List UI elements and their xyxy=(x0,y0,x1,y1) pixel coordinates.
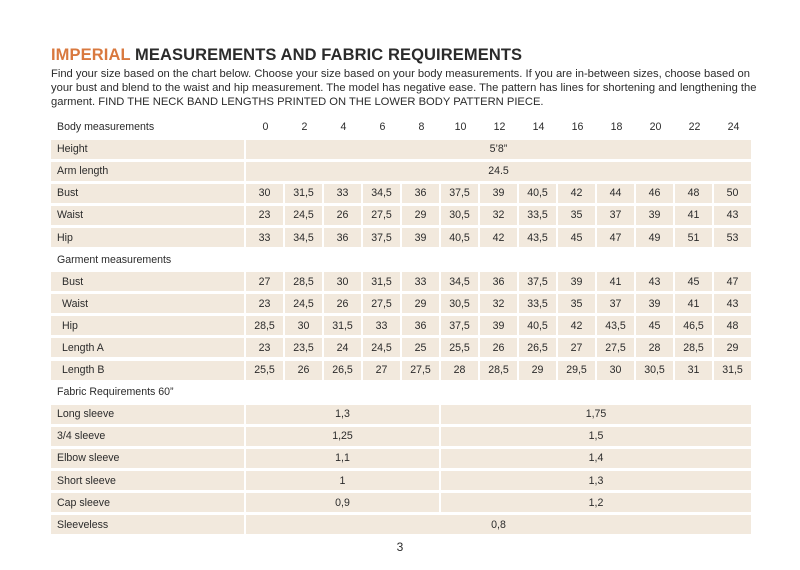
table-cell: 26 xyxy=(285,361,322,380)
row-label-garment-length-a: Length A xyxy=(51,338,244,357)
sleeveless-value: 0,8 xyxy=(246,515,751,534)
fabric-large-sizes-value: 1,3 xyxy=(441,471,751,490)
table-cell: 43,5 xyxy=(519,228,556,247)
table-cell: 23 xyxy=(246,206,283,225)
size-header-18: 18 xyxy=(610,121,623,134)
row-label-fabric-cap-sleeve: Cap sleeve xyxy=(51,493,244,512)
table-cell: 34,5 xyxy=(285,228,322,247)
table-cell: 43 xyxy=(714,206,751,225)
table-cell: 40,5 xyxy=(519,316,556,335)
table-cell: 51 xyxy=(675,228,712,247)
table-cell: 23,5 xyxy=(285,338,322,357)
row-label-fabric-sleeveless: Sleeveless xyxy=(51,515,244,534)
table-cell: 37,5 xyxy=(441,184,478,203)
size-header-4: 4 xyxy=(340,121,347,134)
table-cell: 26 xyxy=(324,294,361,313)
table-cell: 33 xyxy=(324,184,361,203)
table-cell: 37 xyxy=(597,206,634,225)
row-label-garment-waist: Waist xyxy=(51,294,244,313)
table-cell: 36 xyxy=(402,184,439,203)
table-cell: 29 xyxy=(402,206,439,225)
size-header-10: 10 xyxy=(454,121,467,134)
page-title-rest: MEASUREMENTS AND FABRIC REQUIREMENTS xyxy=(130,46,523,64)
table-cell: 34,5 xyxy=(441,272,478,291)
table-cell: 45 xyxy=(675,272,712,291)
table-cell: 33,5 xyxy=(519,294,556,313)
table-cell: 45 xyxy=(558,228,595,247)
size-header-22: 22 xyxy=(688,121,701,134)
table-cell: 46,5 xyxy=(675,316,712,335)
size-header-6: 6 xyxy=(379,121,386,134)
row-label-body-hip: Hip xyxy=(51,228,244,247)
size-chart-table xyxy=(51,116,753,536)
table-cell: 30,5 xyxy=(636,361,673,380)
table-cell: 28,5 xyxy=(480,361,517,380)
size-header-0: 0 xyxy=(262,121,269,134)
table-cell: 36 xyxy=(324,228,361,247)
fabric-large-sizes-value: 1,4 xyxy=(441,449,751,468)
table-cell: 30,5 xyxy=(441,206,478,225)
table-cell: 25 xyxy=(402,338,439,357)
header-body-measurements: Body measurements xyxy=(57,121,155,134)
size-header-16: 16 xyxy=(571,121,584,134)
table-cell: 29,5 xyxy=(558,361,595,380)
table-cell: 31,5 xyxy=(324,316,361,335)
table-cell: 31,5 xyxy=(285,184,322,203)
table-cell: 25,5 xyxy=(441,338,478,357)
table-cell: 29 xyxy=(714,338,751,357)
table-cell: 26,5 xyxy=(519,338,556,357)
table-cell: 30 xyxy=(285,316,322,335)
table-cell: 26,5 xyxy=(324,361,361,380)
row-label-fabric-short-sleeve: Short sleeve xyxy=(51,471,244,490)
page-title xyxy=(51,46,522,65)
table-cell: 42 xyxy=(558,184,595,203)
table-cell: 33 xyxy=(402,272,439,291)
table-cell: 28,5 xyxy=(285,272,322,291)
table-cell: 43 xyxy=(714,294,751,313)
row-label-fabric-3-4-sleeve: 3/4 sleeve xyxy=(51,427,244,446)
table-cell: 37,5 xyxy=(363,228,400,247)
table-cell: 36 xyxy=(402,316,439,335)
table-cell: 31 xyxy=(675,361,712,380)
page-title-accent: IMPERIAL xyxy=(51,46,131,64)
table-cell: 40,5 xyxy=(441,228,478,247)
size-header-20: 20 xyxy=(649,121,662,134)
table-cell: 41 xyxy=(597,272,634,291)
table-cell: 24,5 xyxy=(285,206,322,225)
table-cell: 23 xyxy=(246,338,283,357)
table-cell: 41 xyxy=(675,206,712,225)
table-cell: 24 xyxy=(324,338,361,357)
table-cell: 30 xyxy=(597,361,634,380)
fabric-small-sizes-value: 0,9 xyxy=(246,493,439,512)
table-cell: 39 xyxy=(480,316,517,335)
row-label-body-bust: Bust xyxy=(51,184,244,203)
row-label-garment-hip: Hip xyxy=(51,316,244,335)
row-label-height: Height xyxy=(51,140,244,159)
table-cell: 39 xyxy=(402,228,439,247)
table-cell: 26 xyxy=(324,206,361,225)
section-garment-measurements: Garment measurements xyxy=(57,253,172,266)
intro-paragraph: Find your size based on the chart below. Choose your size based on your body measurements. If you are in-between sizes, choose based on your bust and blend to the waist and hip measurement. The model has negative ease. The pattern has lines for shortening and lengthening the garment. FIND THE NECK BAND LENGTHS PRINTED ON THE LOWER BODY PATTERN PIECE. xyxy=(51,68,757,108)
size-header-12: 12 xyxy=(493,121,506,134)
table-cell: 26 xyxy=(480,338,517,357)
row-label-fabric-elbow-sleeve: Elbow sleeve xyxy=(51,449,244,468)
table-cell: 35 xyxy=(558,206,595,225)
table-cell: 49 xyxy=(636,228,673,247)
table-cell: 44 xyxy=(597,184,634,203)
table-cell: 45 xyxy=(636,316,673,335)
table-cell: 27,5 xyxy=(363,206,400,225)
table-cell: 27,5 xyxy=(402,361,439,380)
table-cell: 39 xyxy=(636,294,673,313)
table-cell: 25,5 xyxy=(246,361,283,380)
table-cell: 28,5 xyxy=(246,316,283,335)
table-cell: 47 xyxy=(714,272,751,291)
fabric-small-sizes-value: 1 xyxy=(246,471,439,490)
table-cell: 24,5 xyxy=(285,294,322,313)
row-label-garment-bust: Bust xyxy=(51,272,244,291)
table-cell: 37 xyxy=(597,294,634,313)
table-cell: 42 xyxy=(558,316,595,335)
page-number: 3 xyxy=(396,540,404,554)
table-cell: 53 xyxy=(714,228,751,247)
fabric-small-sizes-value: 1,1 xyxy=(246,449,439,468)
table-cell: 28 xyxy=(636,338,673,357)
table-cell: 30 xyxy=(324,272,361,291)
table-cell: 32 xyxy=(480,206,517,225)
table-cell: 36 xyxy=(480,272,517,291)
table-cell: 33 xyxy=(363,316,400,335)
table-cell: 27 xyxy=(558,338,595,357)
table-cell: 42 xyxy=(480,228,517,247)
table-cell: 39 xyxy=(558,272,595,291)
table-cell: 31,5 xyxy=(714,361,751,380)
size-header-24: 24 xyxy=(727,121,740,134)
fabric-small-sizes-value: 1,3 xyxy=(246,405,439,424)
row-label-fabric-long-sleeve: Long sleeve xyxy=(51,405,244,424)
row-label-garment-length-b: Length B xyxy=(51,361,244,380)
table-cell: 34,5 xyxy=(363,184,400,203)
table-cell: 27 xyxy=(363,361,400,380)
size-header-8: 8 xyxy=(418,121,425,134)
table-cell: 28 xyxy=(441,361,478,380)
table-cell: 29 xyxy=(402,294,439,313)
table-cell: 48 xyxy=(675,184,712,203)
table-cell: 37,5 xyxy=(519,272,556,291)
table-cell: 28,5 xyxy=(675,338,712,357)
table-cell: 27,5 xyxy=(363,294,400,313)
table-cell: 23 xyxy=(246,294,283,313)
table-cell: 43,5 xyxy=(597,316,634,335)
row-label-arm-length: Arm length xyxy=(51,162,244,181)
table-cell: 40,5 xyxy=(519,184,556,203)
table-cell: 39 xyxy=(480,184,517,203)
table-cell: 29 xyxy=(519,361,556,380)
fabric-small-sizes-value: 1,25 xyxy=(246,427,439,446)
fabric-large-sizes-value: 1,2 xyxy=(441,493,751,512)
table-cell: 32 xyxy=(480,294,517,313)
height-value: 5’8” xyxy=(246,140,751,159)
table-cell: 30 xyxy=(246,184,283,203)
table-cell: 50 xyxy=(714,184,751,203)
table-cell: 46 xyxy=(636,184,673,203)
table-cell: 47 xyxy=(597,228,634,247)
table-cell: 35 xyxy=(558,294,595,313)
size-header-14: 14 xyxy=(532,121,545,134)
table-cell: 41 xyxy=(675,294,712,313)
section-fabric-requirements: Fabric Requirements 60” xyxy=(57,386,174,399)
table-cell: 24,5 xyxy=(363,338,400,357)
fabric-large-sizes-value: 1,5 xyxy=(441,427,751,446)
table-cell: 48 xyxy=(714,316,751,335)
table-cell: 43 xyxy=(636,272,673,291)
table-cell: 33,5 xyxy=(519,206,556,225)
table-cell: 27,5 xyxy=(597,338,634,357)
table-cell: 39 xyxy=(636,206,673,225)
size-header-2: 2 xyxy=(301,121,308,134)
table-cell: 27 xyxy=(246,272,283,291)
table-cell: 31,5 xyxy=(363,272,400,291)
intro-text xyxy=(51,67,761,109)
arm-length-value: 24.5 xyxy=(246,162,751,181)
fabric-large-sizes-value: 1,75 xyxy=(441,405,751,424)
row-label-body-waist: Waist xyxy=(51,206,244,225)
table-cell: 33 xyxy=(246,228,283,247)
table-cell: 30,5 xyxy=(441,294,478,313)
table-cell: 37,5 xyxy=(441,316,478,335)
